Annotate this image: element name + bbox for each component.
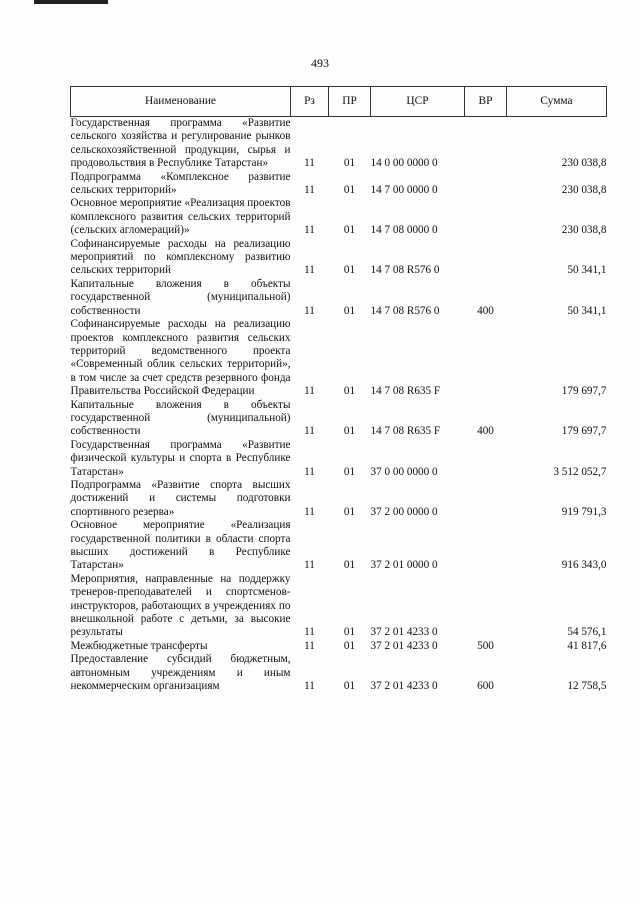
row-name: Подпрограмма «Комплексное развитие сельских территорий»	[70, 170, 291, 197]
row-vr	[465, 318, 507, 398]
row-name: Софинансируемые расходы на реализацию проектов комплексного развития сельских территорий ведомственного проекта «Современный облик сельских территорий», в том числе за счет средств резервного фонда Правительства Российской Федерации	[70, 318, 291, 398]
row-csr: 37 2 01 4233 0	[370, 626, 438, 639]
row-pr: 01	[343, 184, 356, 197]
table-row	[71, 278, 607, 318]
table-row	[71, 653, 607, 693]
row-vr	[465, 117, 507, 171]
row-sum: 50 341,1	[567, 304, 607, 317]
table-row	[71, 640, 607, 653]
row-vr	[465, 519, 507, 573]
table-row	[71, 439, 607, 479]
row-pr: 01	[343, 304, 356, 317]
table-row	[71, 519, 607, 573]
row-pr: 01	[343, 264, 356, 277]
row-csr: 37 2 00 0000 0	[370, 505, 438, 518]
row-sum: 12 758,5	[567, 680, 607, 693]
row-sum: 41 817,6	[567, 639, 607, 652]
row-sum: 3 512 052,7	[553, 465, 607, 478]
table-row	[71, 197, 607, 237]
row-rz: 11	[304, 559, 315, 572]
row-vr: 600	[477, 680, 494, 693]
row-csr: 14 7 08 R576 0	[370, 304, 440, 317]
row-vr	[465, 573, 507, 640]
row-csr: 37 2 01 0000 0	[370, 559, 438, 572]
row-rz: 11	[304, 680, 315, 693]
row-name: Софинансируемые расходы на реализацию мероприятий по комплексному развитию сельских территорий	[70, 237, 291, 277]
row-pr: 01	[343, 224, 356, 237]
budget-table	[70, 86, 607, 693]
row-sum: 919 791,3	[561, 505, 607, 518]
row-csr: 37 2 01 4233 0	[370, 639, 438, 652]
row-rz: 11	[304, 184, 315, 197]
top-edge-rule	[34, 0, 108, 4]
row-name: Предоставление субсидий бюджетным, автономным учреждениям и иным некоммерческим организациям	[70, 653, 291, 693]
header-pr: ПР	[329, 87, 371, 117]
row-sum: 230 038,8	[561, 184, 607, 197]
row-rz: 11	[304, 385, 315, 398]
row-csr: 14 0 00 0000 0	[370, 157, 438, 170]
row-pr: 01	[343, 385, 356, 398]
row-csr: 37 0 00 0000 0	[370, 465, 438, 478]
header-csr: ЦСР	[371, 87, 465, 117]
row-pr: 01	[343, 425, 356, 438]
row-rz: 11	[304, 224, 315, 237]
table-row	[71, 318, 607, 398]
page-number: 493	[311, 56, 329, 70]
row-rz: 11	[304, 626, 315, 639]
row-sum: 916 343,0	[561, 559, 607, 572]
header-vr: ВР	[465, 87, 507, 117]
row-vr	[465, 439, 507, 479]
row-name: Подпрограмма «Развитие спорта высших достижений и системы подготовки спортивного резерва»	[70, 478, 291, 518]
row-sum: 54 576,1	[567, 626, 607, 639]
row-vr	[465, 197, 507, 237]
row-sum: 230 038,8	[561, 157, 607, 170]
row-name: Основное мероприятие «Реализация государственной политики в области спорта высших достижений в Республике Татарстан»	[70, 519, 291, 572]
row-csr: 14 7 00 0000 0	[370, 184, 438, 197]
row-name: Мероприятия, направленные на поддержку тренеров-преподавателей и спортсменов-инструкторов, работающих в учреждениях по внешкольной работе с детьми, за высокие результаты	[70, 572, 291, 639]
row-pr: 01	[343, 559, 356, 572]
header-name: Наименование	[71, 87, 291, 117]
row-vr	[465, 238, 507, 278]
row-pr: 01	[343, 639, 356, 652]
row-name: Капитальные вложения в объекты государственной (муниципальной) собственности	[70, 398, 291, 438]
row-vr: 400	[477, 425, 494, 438]
row-csr: 37 2 01 4233 0	[370, 680, 438, 693]
row-csr: 14 7 08 R635 F	[370, 425, 441, 438]
row-pr: 01	[343, 680, 356, 693]
row-vr: 500	[477, 639, 494, 652]
row-rz: 11	[304, 157, 315, 170]
row-pr: 01	[343, 505, 356, 518]
row-rz: 11	[304, 304, 315, 317]
row-rz: 11	[304, 505, 315, 518]
row-sum: 230 038,8	[561, 224, 607, 237]
row-rz: 11	[304, 465, 315, 478]
row-pr: 01	[343, 626, 356, 639]
row-vr	[465, 479, 507, 519]
row-sum: 50 341,1	[567, 264, 607, 277]
table-row	[71, 171, 607, 198]
row-sum: 179 697,7	[561, 425, 607, 438]
table-row	[71, 479, 607, 519]
row-name: Государственная программа «Развитие сельского хозяйства и регулирование рынков сельскохозяйственной продукции, сырья и продовольствия в Республике Татарстан»	[70, 117, 291, 170]
table-row	[71, 399, 607, 439]
table-row	[71, 117, 607, 171]
row-rz: 11	[304, 425, 315, 438]
row-vr	[465, 171, 507, 198]
table-row	[71, 238, 607, 278]
row-csr: 14 7 08 R576 0	[370, 264, 440, 277]
table-row	[71, 573, 607, 640]
row-name: Государственная программа «Развитие физической культуры и спорта в Республике Татарстан»	[70, 438, 291, 478]
table-header-row	[71, 87, 607, 117]
row-csr: 14 7 08 0000 0	[370, 224, 438, 237]
row-name: Основное мероприятие «Реализация проектов комплексного развития сельских территорий (сельских агломераций)»	[70, 197, 291, 237]
row-rz: 11	[304, 639, 315, 652]
row-pr: 01	[343, 465, 356, 478]
row-name: Межбюджетные трансферты	[70, 639, 208, 652]
header-sum: Сумма	[507, 87, 607, 117]
header-rz: Рз	[291, 87, 329, 117]
row-vr: 400	[477, 304, 494, 317]
row-sum: 179 697,7	[561, 385, 607, 398]
row-csr: 14 7 08 R635 F	[370, 385, 441, 398]
row-pr: 01	[343, 157, 356, 170]
row-rz: 11	[304, 264, 315, 277]
row-name: Капитальные вложения в объекты государственной (муниципальной) собственности	[70, 277, 291, 317]
